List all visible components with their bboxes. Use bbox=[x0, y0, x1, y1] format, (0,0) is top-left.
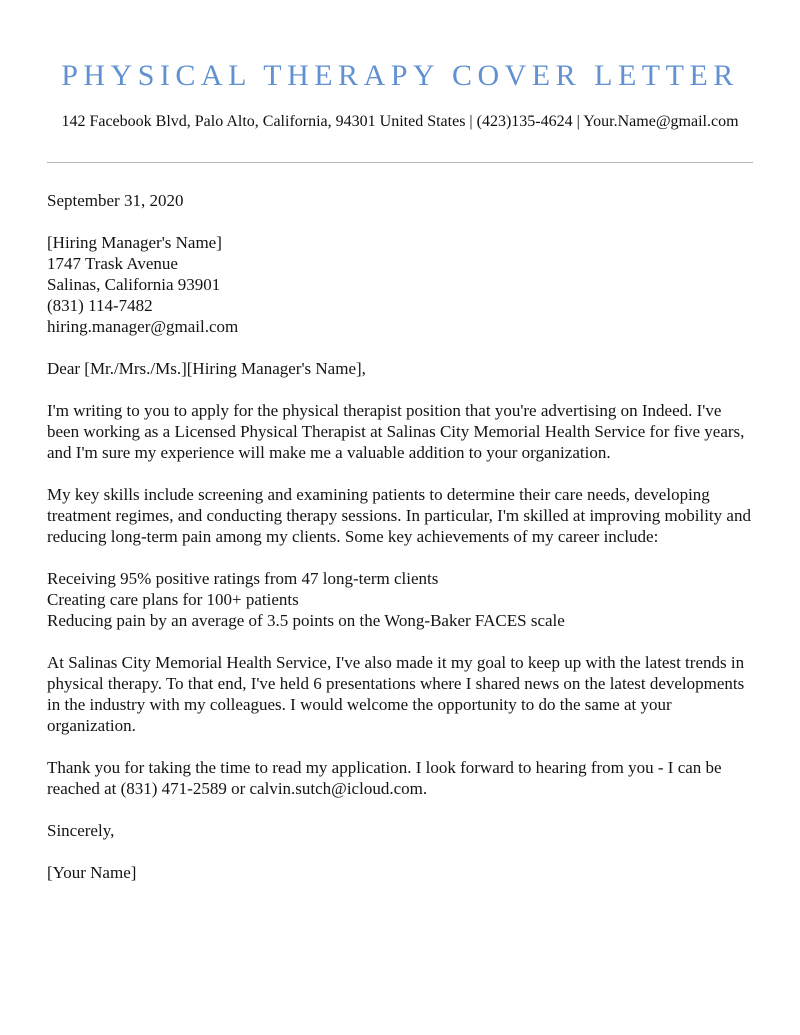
signature-placeholder: [Your Name] bbox=[47, 863, 137, 882]
letter-date: September 31, 2020 bbox=[47, 191, 184, 210]
recipient-city: Salinas, California 93901 bbox=[47, 275, 221, 294]
salutation: Dear [Mr./Mrs./Ms.][Hiring Manager's Name], bbox=[47, 359, 366, 378]
letterhead bbox=[47, 0, 753, 163]
recipient-email: hiring.manager@gmail.com bbox=[47, 317, 239, 336]
recipient-name: [Hiring Manager's Name] bbox=[47, 233, 222, 252]
recipient-block bbox=[47, 232, 753, 337]
paragraph-trends: At Salinas City Memorial Health Service, I've also made it my goal to keep up with the latest trends in physical therapy. To that end, I've held 6 presentations where I shared news on the latest developments in the industry with my colleagues. I would welcome the opportunity to do the same at your organization. bbox=[47, 653, 745, 735]
letter-body bbox=[47, 190, 753, 883]
recipient-phone: (831) 114-7482 bbox=[47, 296, 153, 315]
page-title: PHYSICAL THERAPY COVER LETTER bbox=[61, 59, 739, 92]
paragraph-skills: My key skills include screening and examining patients to determine their care needs, developing treatment regimes, and conducting therapy sessions. In particular, I'm skilled at improving mobility and reducing long-term pain among my clients. Some key achievements of my career include: bbox=[47, 485, 751, 546]
header-divider bbox=[47, 162, 753, 163]
achievement-item: Creating care plans for 100+ patients bbox=[47, 590, 299, 609]
achievements-list bbox=[47, 568, 753, 631]
paragraph-thanks: Thank you for taking the time to read my application. I look forward to hearing from you - I can be reached at (831) 471-2589 or calvin.sutch@icloud.com. bbox=[47, 758, 722, 798]
contact-info-line: 142 Facebook Blvd, Palo Alto, California, 94301 United States | (423)135-4624 | Your.Name@gmail.com bbox=[61, 113, 739, 130]
sign-off: Sincerely, bbox=[47, 821, 115, 840]
paragraph-intro: I'm writing to you to apply for the physical therapist position that you're advertising on Indeed. I've been working as a Licensed Physical Therapist at Salinas City Memorial Health Service for five years, and I'm sure my experience will make me a valuable addition to your organization. bbox=[47, 401, 745, 462]
recipient-street: 1747 Trask Avenue bbox=[47, 254, 178, 273]
achievement-item: Receiving 95% positive ratings from 47 long-term clients bbox=[47, 569, 439, 588]
achievement-item: Reducing pain by an average of 3.5 points on the Wong-Baker FACES scale bbox=[47, 611, 565, 630]
